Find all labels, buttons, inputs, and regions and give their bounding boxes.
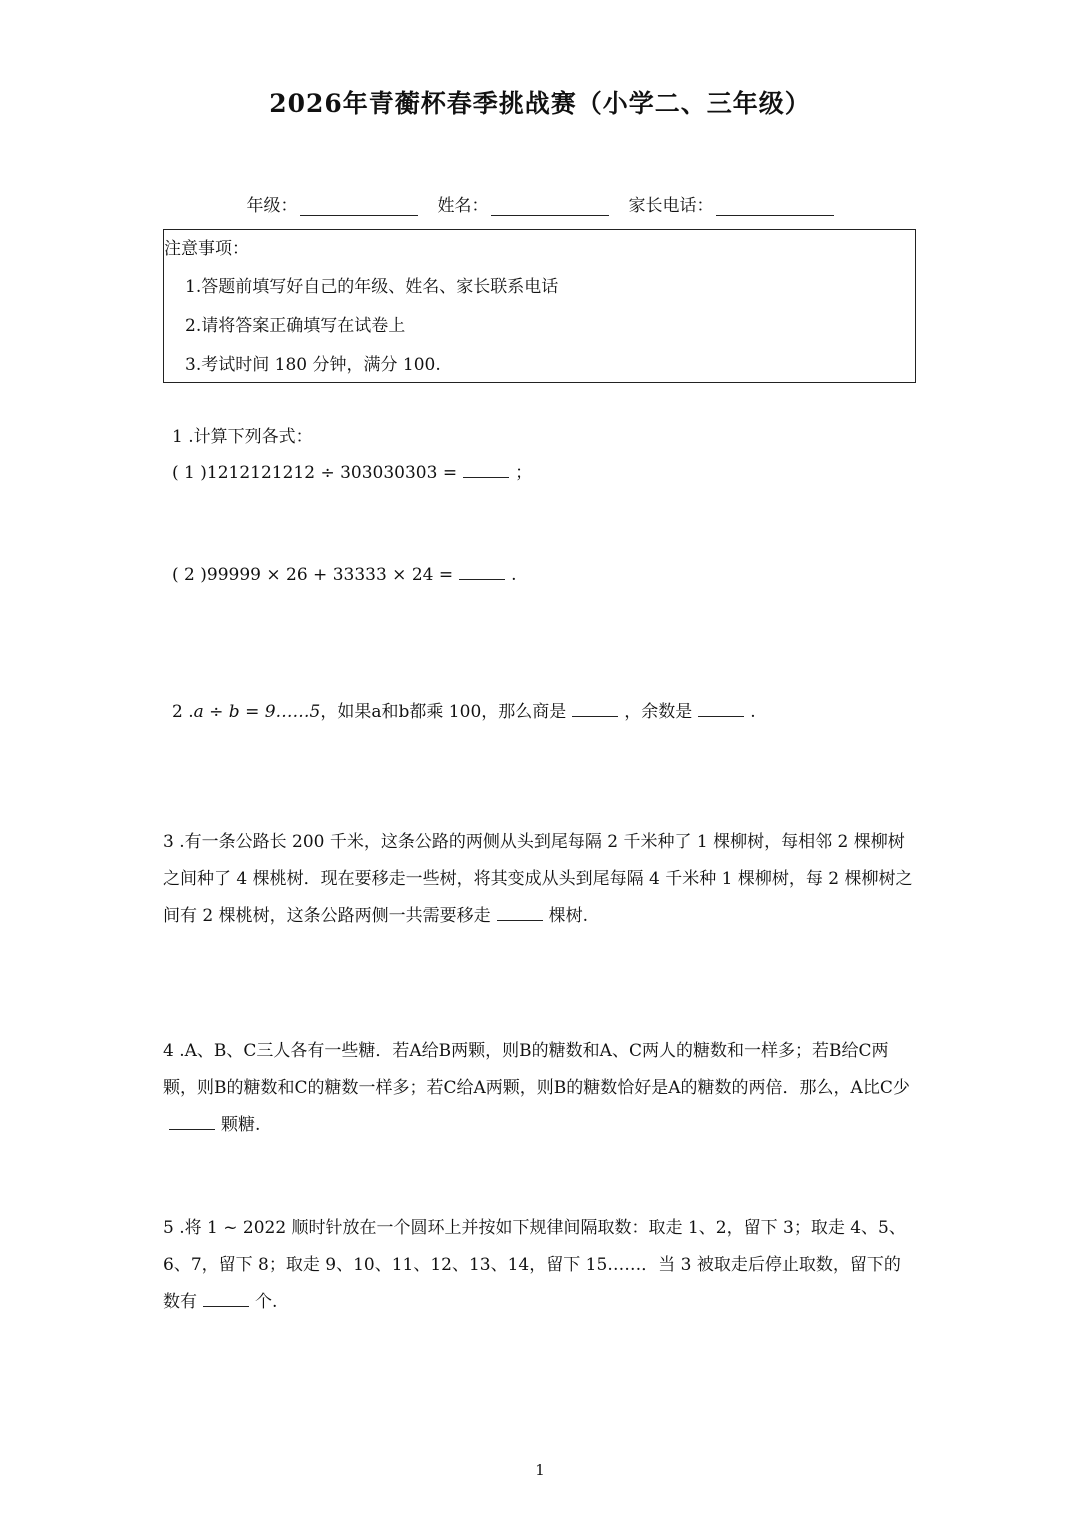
answer-blank[interactable]	[497, 904, 543, 921]
q2-suffix: .	[750, 702, 756, 722]
page-title: 2026年青蘅杯春季挑战赛（小学二、三年级）	[269, 89, 811, 118]
answer-blank[interactable]	[463, 461, 509, 478]
grade-field	[247, 191, 418, 216]
q2-expression: a ÷ b = 9……5	[193, 702, 321, 722]
notice-item: 3.考试时间 180 分钟，满分 100.	[185, 355, 441, 375]
phone-field	[629, 191, 834, 216]
question-1-part-2	[172, 563, 517, 585]
q1-part2-suffix: .	[511, 565, 517, 585]
answer-blank[interactable]	[169, 1113, 215, 1130]
answer-blank-quotient[interactable]	[572, 700, 618, 717]
question-1-part-1	[172, 458, 532, 483]
q4-suffix: 颗糖.	[221, 1115, 261, 1135]
answer-blank[interactable]	[203, 1290, 249, 1307]
notice-item: 1.答题前填写好自己的年级、姓名、家长联系电话	[185, 277, 559, 297]
grade-blank[interactable]	[300, 197, 418, 216]
answer-blank[interactable]	[459, 563, 505, 580]
notice-title: 注意事项：	[164, 239, 249, 259]
notice-box	[163, 229, 916, 383]
name-label: 姓名：	[437, 196, 489, 216]
question-1-stem: 1 .计算下列各式：	[172, 427, 313, 447]
question-4	[163, 1033, 915, 1144]
name-blank[interactable]	[491, 197, 609, 216]
student-info-line	[0, 191, 1080, 216]
question-5	[163, 1210, 915, 1321]
question-2	[172, 697, 756, 722]
q1-part1-suffix: ；	[515, 463, 533, 483]
q1-part2-expression: ( 2 )99999 × 26 + 33333 × 24 =	[172, 565, 454, 585]
answer-blank-remainder[interactable]	[698, 700, 744, 717]
q4-text: 4 .A、B、C三人各有一些糖．若A给B两颗，则B的糖数和A、C两人的糖数和一样多；若B给C两颗，则B的糖数和C的糖数一样多；若C给A两颗，则B的糖数恰好是A的糖数的两倍．那么，A比C少	[163, 1041, 910, 1098]
q2-prefix: 2 .	[172, 702, 194, 722]
phone-blank[interactable]	[716, 197, 834, 216]
q1-part1-expression: ( 1 )1212121212 ÷ 303030303 =	[172, 463, 458, 483]
q3-suffix: 棵树.	[548, 906, 589, 926]
name-field	[438, 191, 609, 216]
question-3	[163, 824, 915, 935]
q5-suffix: 个.	[255, 1292, 278, 1312]
q2-mid2: ，余数是	[624, 702, 693, 722]
notice-item: 2.请将答案正确填写在试卷上	[185, 316, 406, 336]
q5-text: 5 .将 1 ~ 2022 顺时针放在一个圆环上并按如下规律间隔取数：取走 1、2，留下 3；取走 4、5、6、7，留下 8；取走 9、10、11、12、13、14，留下 15……．当 3 被取走后停止取数，留下的数有	[163, 1218, 906, 1312]
q2-mid: ，如果a和b都乘 100，那么商是	[320, 702, 567, 722]
q3-text: 3 .有一条公路长 200 千米，这条公路的两侧从头到尾每隔 2 千米种了 1 棵柳树，每相邻 2 棵柳树之间种了 4 棵桃树．现在要移走一些树，将其变成从头到尾每隔 4 千米种 1 棵柳树，每 2 棵柳树之间有 2 棵桃树，这条公路两侧一共需要移走	[163, 832, 913, 926]
page-number: 1	[535, 1461, 545, 1479]
phone-label: 家长电话：	[628, 196, 714, 216]
grade-label: 年级：	[246, 196, 298, 216]
